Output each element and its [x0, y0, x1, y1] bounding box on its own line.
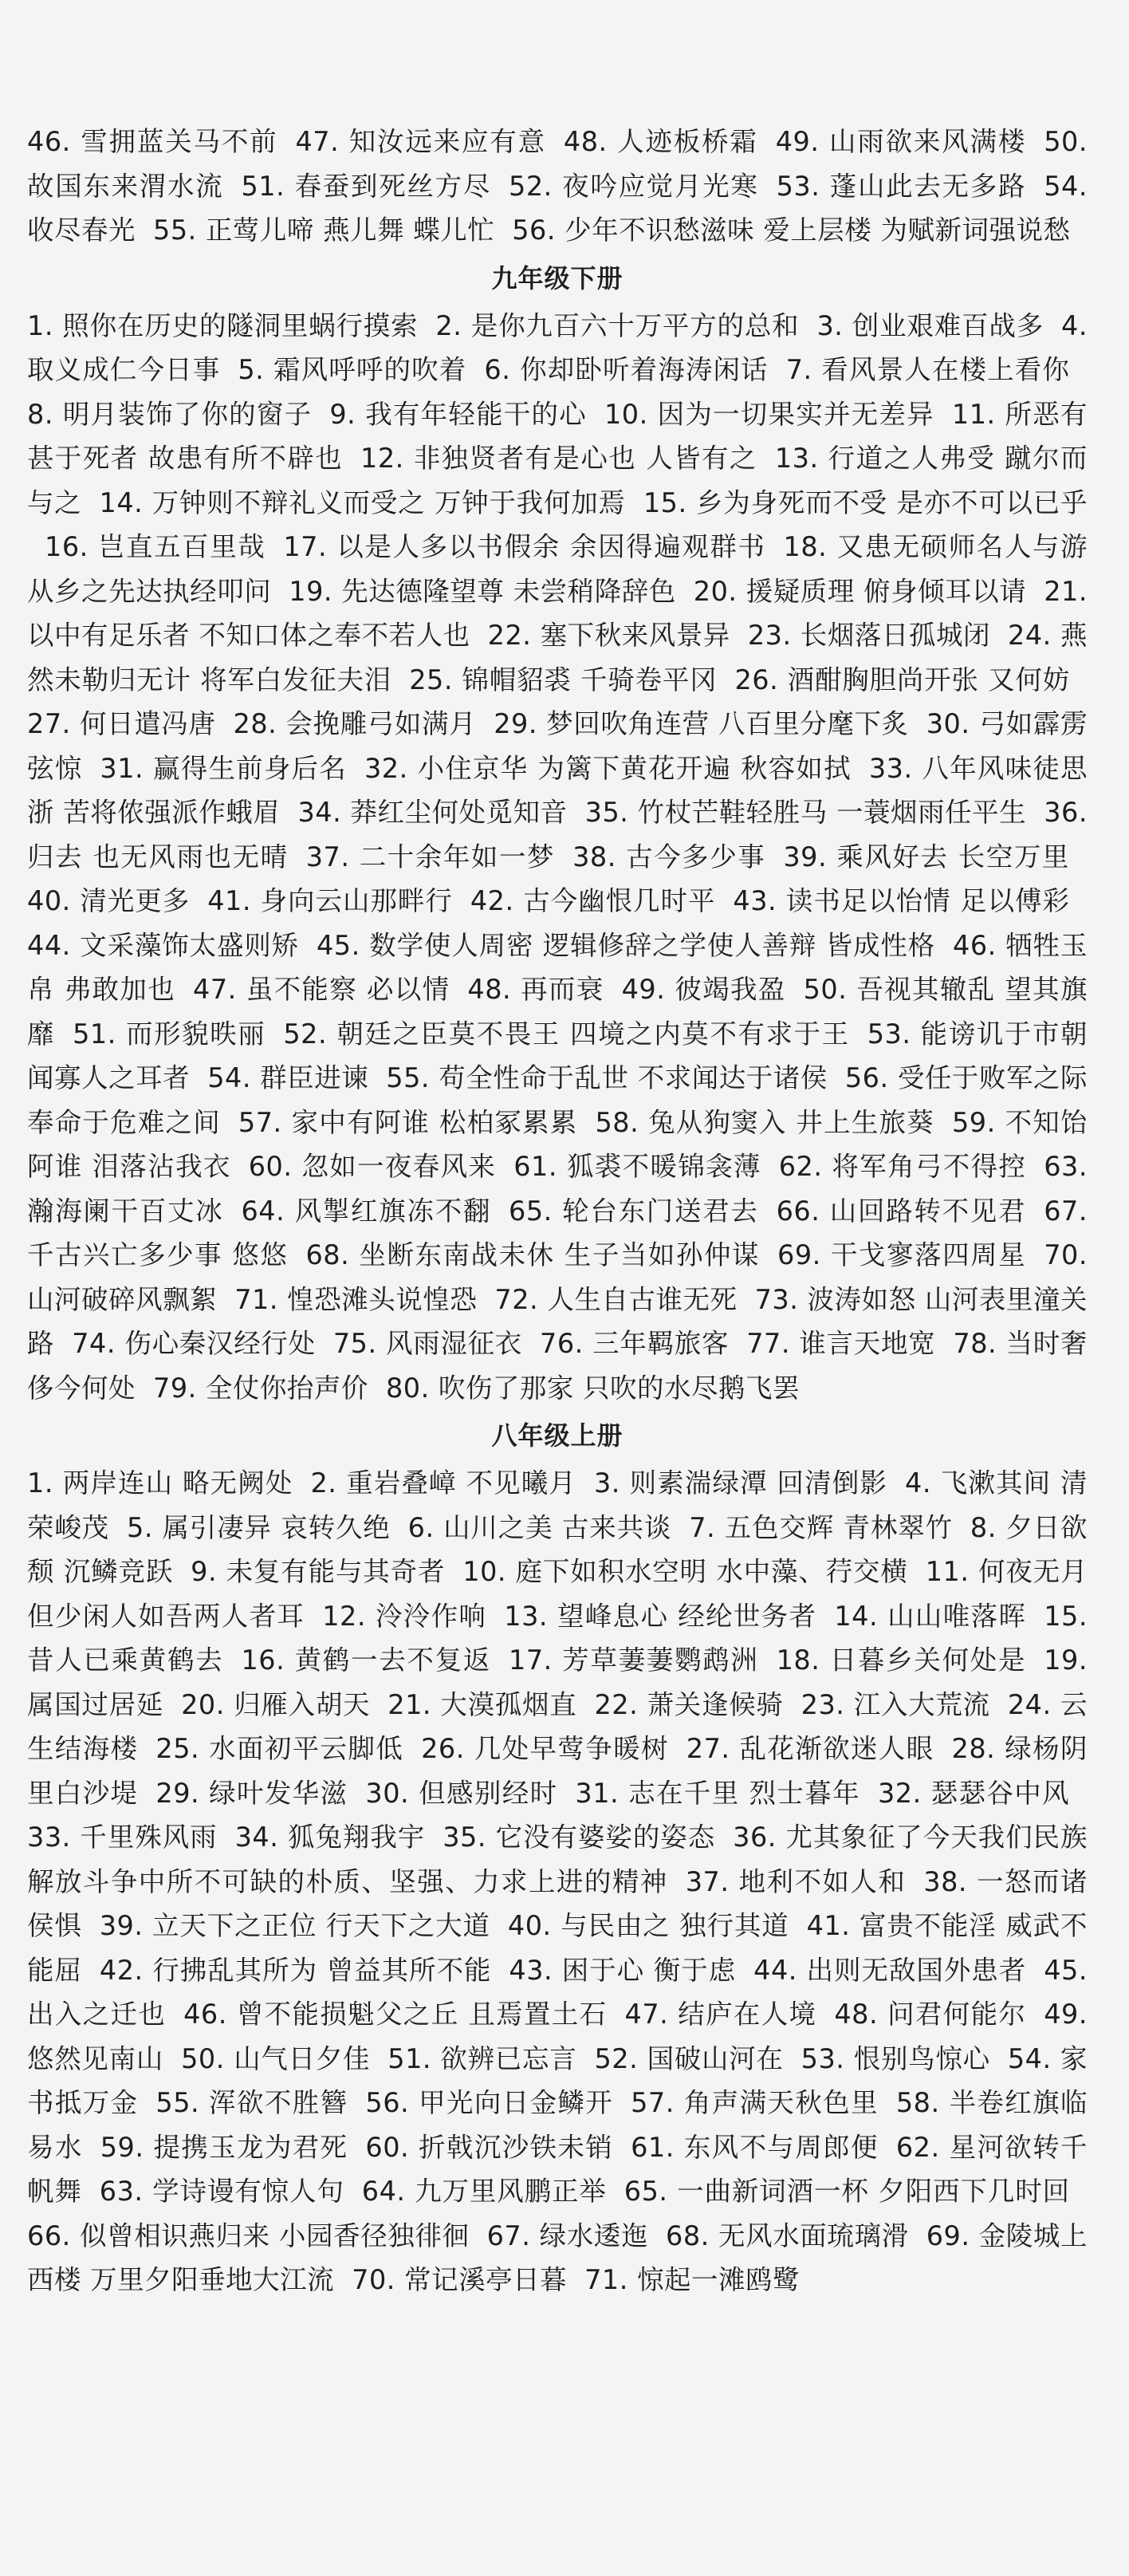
answer-content — [27, 120, 1088, 2302]
answer-entry: 59. 提携玉龙为君死 — [100, 2131, 348, 2163]
answer-entry: 14. 万钟则不辩礼义而受之 万钟于我何加焉 — [99, 486, 626, 518]
answer-entry: 51. 而形貌昳丽 — [73, 1018, 266, 1050]
answer-entry: 67. 千古兴亡多少事 悠悠 — [27, 1195, 1088, 1270]
answer-entry: 80. 吹伤了那家 只吹的水尽鹅飞罢 — [385, 1372, 801, 1404]
answer-entry: 28. 绿杨阴里白沙堤 — [27, 1733, 1088, 1809]
answer-entry: 1. 照你在历史的隧洞里蜗行摸索 — [27, 309, 419, 341]
answer-entry: 56. 少年不识愁滋味 爱上层楼 为赋新词强说愁 — [512, 215, 1071, 246]
answer-entry: 56. 受任于败军之际 奉命于危难之间 — [27, 1062, 1088, 1138]
answer-entry: 46. 雪拥蓝关马不前 — [27, 126, 278, 157]
answer-entry: 76. 三年羁旅客 — [540, 1328, 730, 1359]
answer-entry: 59. 不知饴阿谁 泪落沾我衣 — [27, 1106, 1088, 1182]
answer-entry: 5. 霜风呼呼的吹着 — [238, 354, 467, 385]
answer-entry: 10. 因为一切果实并无差异 — [604, 398, 934, 430]
answer-entry: 19. 属国过居延 — [27, 1644, 1088, 1720]
answer-entry: 14. 山山唯落晖 — [834, 1600, 1027, 1632]
answer-entry: 23. 江入大荒流 — [801, 1688, 990, 1720]
answer-entry: 4. 取义成仁今日事 — [27, 309, 1088, 385]
answer-entry: 62. 星河欲转千帆舞 — [27, 2131, 1088, 2207]
answer-entry: 56. 甲光向日金鳞开 — [365, 2087, 614, 2118]
answer-entry: 47. 虽不能察 必以情 — [193, 974, 450, 1005]
answer-entry: 50. 山气日夕佳 — [181, 2042, 371, 2074]
answer-entry: 68. 无风水面琉璃滑 — [666, 2220, 909, 2251]
answer-entry: 30. 但感别经时 — [365, 1777, 558, 1809]
answer-entry: 31. 志在千里 烈士暮年 — [575, 1777, 860, 1809]
answer-entry: 7. 看风景人在楼上看你 — [785, 354, 1070, 385]
answer-entry: 50. 吾视其辙乱 望其旗靡 — [27, 974, 1088, 1050]
answer-entry: 10. 庭下如积水空明 水中藻、荇交横 — [462, 1556, 908, 1587]
answer-entry: 5. 属引凄异 哀转久绝 — [127, 1511, 391, 1543]
answer-entry: 36. 归去 也无风雨也无晴 — [27, 797, 1088, 872]
answer-entry: 26. 几处早莺争暖树 — [421, 1733, 669, 1764]
answer-entry: 15. 昔人已乘黄鹤去 — [27, 1600, 1088, 1676]
answer-entry: 39. 乘风好去 长空万里 — [783, 841, 1070, 872]
answer-entry: 8. 夕日欲颓 沉鳞竞跃 — [27, 1511, 1088, 1587]
answer-entry: 22. 塞下秋来风景异 — [487, 620, 730, 651]
answer-entry: 72. 人生自古谁无死 — [494, 1283, 738, 1315]
answer-entry: 27. 乱花渐欲迷人眼 — [686, 1733, 934, 1764]
answer-entry: 67. 绿水逶迤 — [486, 2220, 648, 2251]
answer-entry: 12. 非独贤者有是心也 人皆有之 — [360, 443, 757, 474]
answer-entry: 78. 当时奢侈今何处 — [27, 1328, 1088, 1404]
answer-entry: 33. 千里殊风雨 — [27, 1822, 218, 1853]
answer-entry: 13. 行道之人弗受 蹴尔而与之 — [27, 443, 1088, 518]
answer-entry: 11. 所恶有甚于死者 故患有所不辟也 — [27, 398, 1088, 474]
answer-entry: 75. 风雨湿征衣 — [332, 1328, 523, 1359]
entry-list — [27, 1461, 1088, 2302]
answer-entry: 53. 蓬山此去无多路 — [776, 170, 1027, 202]
answer-entry: 58. 半卷红旗临易水 — [27, 2087, 1088, 2163]
answer-entry: 57. 角声满天秋色里 — [631, 2087, 879, 2118]
answer-entry: 39. 立天下之正位 行天下之大道 — [99, 1910, 490, 1941]
answer-entry: 9. 未复有能与其奇者 — [191, 1556, 446, 1587]
answer-entry: 42. 行拂乱其所为 曾益其所不能 — [99, 1954, 492, 1986]
answer-entry: 15. 乡为身死而不受 是亦不可以已乎 — [643, 486, 1088, 518]
answer-entry: 12. 泠泠作响 — [322, 1600, 487, 1632]
entry-list — [27, 304, 1088, 1411]
answer-entry: 69. 干戈寥落四周星 — [777, 1239, 1027, 1270]
answer-entry: 73. 波涛如怒 山河表里潼关路 — [27, 1283, 1088, 1359]
answer-entry: 57. 家中有阿谁 松柏冢累累 — [238, 1106, 578, 1138]
answer-entry: 47. 知汝远来应有意 — [295, 126, 546, 157]
answer-entry: 28. 会挽雕弓如满月 — [233, 708, 477, 739]
answer-entry: 49. 彼竭我盈 — [621, 974, 786, 1005]
answer-entry: 70. 山河破碎风飘絮 — [27, 1239, 1088, 1315]
answer-entry: 3. 创业艰难百战多 — [816, 309, 1044, 341]
answer-entry: 20. 援疑质理 俯身倾耳以请 — [693, 575, 1027, 607]
answer-entry: 44. 文采藻饰太盛则矫 — [27, 929, 299, 961]
answer-entry: 46. 牺牲玉帛 弗敢加也 — [27, 929, 1088, 1005]
answer-entry: 41. 富贵不能淫 威武不能屈 — [27, 1910, 1088, 1986]
answer-entry: 40. 与民由之 独行其道 — [507, 1910, 789, 1941]
answer-entry: 37. 二十余年如一梦 — [305, 841, 556, 872]
answer-entry: 19. 先达德隆望尊 未尝稍降辞色 — [289, 575, 676, 607]
answer-entry: 43. 困于心 衡于虑 — [509, 1954, 737, 1986]
answer-entry: 34. 莽红尘何处觅知音 — [297, 797, 568, 828]
answer-entry: 17. 以是人多以书假余 余因得遍观群书 — [283, 531, 766, 562]
answer-entry: 17. 芳草萋萋鹦鹉洲 — [509, 1644, 759, 1676]
answer-entry: 71. 惶恐滩头说惶恐 — [234, 1283, 478, 1315]
answer-entry: 25. 锦帽貂裘 千骑卷平冈 — [409, 664, 718, 695]
answer-entry: 50. 故国东来渭水流 — [27, 126, 1088, 202]
answer-entry: 27. 何日遣冯唐 — [27, 708, 216, 739]
answer-entry: 77. 谁言天地宽 — [746, 1328, 936, 1359]
answer-entry: 71. 惊起一滩鸥鹭 — [584, 2264, 801, 2295]
answer-entry: 24. 燕然未勒归无计 将军白发征夫泪 — [27, 620, 1088, 695]
answer-entry: 32. 瑟瑟谷中风 — [877, 1777, 1070, 1809]
answer-entry: 41. 身向云山那畔行 — [207, 885, 453, 916]
answer-entry: 40. 清光更多 — [27, 885, 191, 916]
answer-entry: 38. 古今多少事 — [572, 841, 766, 872]
answer-entry: 3. 则素湍绿潭 回清倒影 — [593, 1467, 888, 1499]
answer-entry: 21. 大漠孤烟直 — [387, 1688, 577, 1720]
answer-entry: 6. 你却卧听着海涛闲话 — [484, 354, 769, 385]
answer-entry: 30. 弓如霹雳弦惊 — [27, 708, 1088, 784]
answer-entry: 6. 山川之美 古来共谈 — [407, 1511, 672, 1543]
answer-entry: 37. 地利不如人和 — [685, 1865, 907, 1897]
answer-entry: 44. 出则无敌国外患者 — [753, 1954, 1027, 1986]
answer-entry: 52. 朝廷之臣莫不畏王 四境之内莫不有求于王 — [283, 1018, 850, 1050]
answer-entry: 51. 欲辨已忘言 — [387, 2042, 577, 2074]
answer-entry: 49. 山雨欲来风满楼 — [775, 126, 1027, 157]
answer-entry: 9. 我有年轻能干的心 — [329, 398, 587, 430]
answer-entry: 63. 学诗谩有惊人句 — [99, 2176, 344, 2207]
answer-entry: 60. 折戟沉沙铁未销 — [365, 2131, 614, 2163]
answer-entry: 45. 出入之迁也 — [27, 1954, 1088, 2030]
answer-entry: 48. 问君何能尔 — [834, 1999, 1027, 2030]
answer-entry: 70. 常记溪亭日暮 — [352, 2264, 568, 2295]
answer-entry: 35. 它没有婆娑的姿态 — [443, 1822, 716, 1853]
answer-entry: 11. 何夜无月 但少闲人如吾两人者耳 — [27, 1556, 1088, 1632]
answer-entry: 51. 春蚕到死丝方尽 — [241, 170, 492, 202]
section-grade9-vol2 — [27, 304, 1088, 1411]
answer-entry: 52. 夜吟应觉月光寒 — [509, 170, 759, 202]
entry-list — [27, 120, 1088, 253]
answer-entry: 26. 酒酣胸胆尚开张 又何妨 — [734, 664, 1071, 695]
answer-entry: 53. 恨别鸟惊心 — [801, 2042, 990, 2074]
section-heading-grade9-vol2: 九年级下册 — [491, 262, 624, 293]
answer-entry: 61. 东风不与周郎便 — [631, 2131, 879, 2163]
answer-entry: 74. 伤心秦汉经行处 — [72, 1328, 316, 1359]
section-grade8-vol1 — [27, 1461, 1088, 2302]
answer-entry: 66. 似曾相识燕归来 小园香径独徘徊 — [27, 2220, 470, 2251]
answer-entry: 22. 萧关逢候骑 — [594, 1688, 784, 1720]
answer-entry: 49. 悠然见南山 — [27, 1999, 1088, 2074]
answer-entry: 1. 两岸连山 略无阙处 — [27, 1467, 293, 1499]
answer-entry: 61. 狐裘不暖锦衾薄 — [513, 1151, 761, 1182]
answer-entry: 35. 竹杖芒鞋轻胜马 一蓑烟雨任平生 — [584, 797, 1027, 828]
answer-entry: 32. 小住京华 为篱下黄花开遍 秋容如拭 — [364, 752, 852, 784]
answer-entry: 36. 尤其象征了今天我们民族解放斗争中所不可缺的朴质、坚强、力求上进的精神 — [27, 1822, 1088, 1897]
answer-entry: 24. 云生结海楼 — [27, 1688, 1088, 1764]
answer-entry: 31. 赢得生前身后名 — [100, 752, 347, 784]
answer-entry: 7. 五色交辉 青林翠竹 — [689, 1511, 953, 1543]
section-heading-grade8-vol1: 八年级上册 — [491, 1420, 624, 1451]
answer-entry: 55. 浑欲不胜簪 — [155, 2087, 348, 2118]
answer-entry: 20. 归雁入胡天 — [181, 1688, 371, 1720]
answer-entry: 13. 望峰息心 经纶世务者 — [504, 1600, 817, 1632]
section-continued — [27, 120, 1088, 253]
answer-entry: 48. 再而衰 — [467, 974, 604, 1005]
answer-entry: 2. 是你九百六十万平方的总和 — [435, 309, 800, 341]
answer-entry: 63. 瀚海阑干百丈冰 — [27, 1151, 1088, 1227]
answer-entry: 38. 一怒而诸侯惧 — [27, 1865, 1088, 1941]
answer-entry: 29. 绿叶发华滋 — [155, 1777, 348, 1809]
answer-entry: 46. 曾不能损魁父之丘 且焉置土石 — [183, 1999, 608, 2030]
answer-entry: 23. 长烟落日孤城闭 — [747, 620, 991, 651]
answer-entry: 55. 苟全性命于乱世 不求闻达于诸侯 — [386, 1062, 828, 1093]
answer-entry: 55. 正莺儿啼 燕儿舞 蝶儿忙 — [153, 215, 495, 246]
answer-entry: 66. 山回路转不见君 — [776, 1195, 1027, 1227]
answer-entry: 64. 九万里风鹏正举 — [361, 2176, 607, 2207]
answer-entry: 48. 人迹板桥霜 — [563, 126, 758, 157]
answer-entry: 68. 坐断东南战未休 生子当如孙仲谋 — [305, 1239, 761, 1270]
answer-entry: 2. 重岩叠嶂 不见曦月 — [310, 1467, 576, 1499]
answer-entry: 8. 明月装饰了你的窗子 — [27, 398, 313, 430]
answer-entry: 79. 全仗你抬声价 — [153, 1372, 368, 1404]
answer-entry: 29. 梦回吹角连营 八百里分麾下炙 — [494, 708, 909, 739]
answer-entry: 43. 读书足以怡情 足以傅彩 — [733, 885, 1070, 916]
answer-entry: 54. 群臣进谏 — [207, 1062, 369, 1093]
answer-entry: 25. 水面初平云脚低 — [155, 1733, 404, 1764]
answer-entry: 34. 狐兔翔我宇 — [234, 1822, 426, 1853]
answer-entry: 52. 国破山河在 — [594, 2042, 784, 2074]
answer-entry: 16. 黄鹤一去不复返 — [241, 1644, 492, 1676]
answer-entry: 64. 风掣红旗冻不翻 — [241, 1195, 492, 1227]
answer-entry: 54. 家书抵万金 — [27, 2042, 1088, 2118]
answer-entry: 18. 日暮乡关何处是 — [776, 1644, 1027, 1676]
answer-entry: 53. 能谤讥于市朝 闻寡人之耳者 — [27, 1018, 1088, 1093]
answer-entry: 69. 金陵城上西楼 万里夕阳垂地大江流 — [27, 2220, 1088, 2295]
answer-entry: 62. 将军角弓不得控 — [778, 1151, 1027, 1182]
answer-entry: 65. 轮台东门送君去 — [509, 1195, 759, 1227]
answer-entry: 60. 忽如一夜春风来 — [248, 1151, 497, 1182]
answer-entry: 47. 结庐在人境 — [624, 1999, 817, 2030]
answer-entry: 45. 数学使人周密 逻辑修辞之学使人善辩 皆成性格 — [316, 929, 936, 961]
answer-entry: 58. 兔从狗窦入 井上生旅葵 — [595, 1106, 934, 1138]
answer-entry: 16. 岂直五百里哉 — [45, 531, 266, 562]
answer-entry: 33. 八年风味徒思浙 苦将侬强派作蛾眉 — [27, 752, 1088, 828]
answer-entry: 42. 古今幽恨几时平 — [470, 885, 716, 916]
answer-entry: 4. 飞漱其间 清荣峻茂 — [27, 1467, 1088, 1543]
answer-entry: 21. 以中有足乐者 不知口体之奉不若人也 — [27, 575, 1088, 651]
answer-entry: 18. 又患无硕师名人与游 从乡之先达执经叩问 — [27, 531, 1088, 607]
answer-entry: 65. 一曲新词酒一杯 夕阳西下几时回 — [624, 2176, 1070, 2207]
answer-entry: 54. 收尽春光 — [27, 170, 1088, 246]
